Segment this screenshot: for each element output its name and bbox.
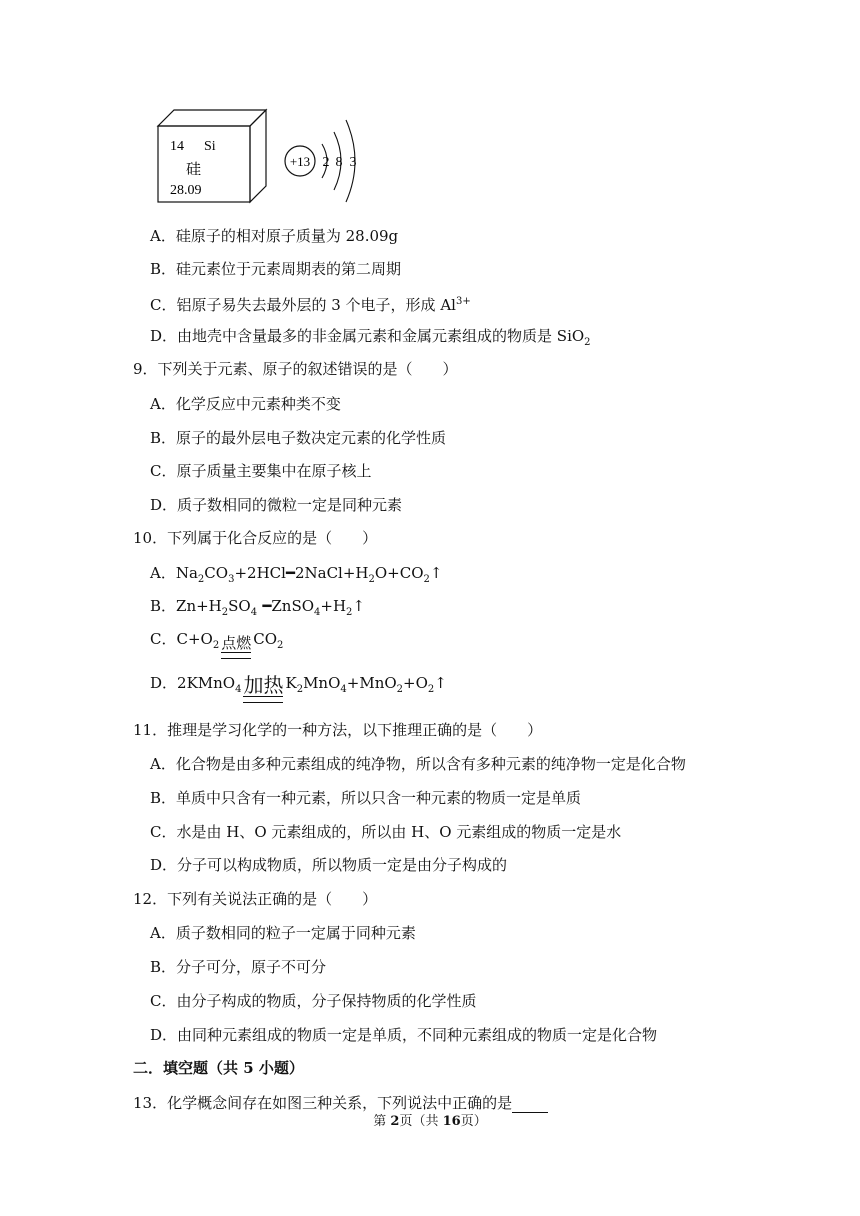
q12-stem: 12．下列有关说法正确的是（ ） [133, 890, 378, 908]
current-page-number: 2 [390, 1114, 400, 1129]
section-title: 二．填空题（共 5 小题） [133, 1059, 304, 1077]
q11-option-b: B．单质中只含有一种元素，所以只含一种元素的物质一定是单质 [150, 789, 582, 807]
q10-option-d: D．2KMnO$_4$ 加热 $K_2MnO_4+MnO_2+O_2↑$ [150, 670, 447, 703]
q12-option-a: A．质子数相同的粒子一定属于同种元素 [150, 924, 416, 942]
q8-option-d: D．由地壳中含量最多的非金属元素和金属元素组成的物质是 SiO$_2$ [150, 327, 591, 348]
q11-option-c: C．水是由 H、O 元素组成的，所以由 H、O 元素组成的物质一定是水 [150, 823, 622, 841]
element-cell [158, 110, 266, 202]
element-mass: 28.09 [170, 183, 202, 198]
element-symbol: Si [204, 139, 216, 154]
q8-option-b: B．硅元素位于元素周期表的第二周期 [150, 260, 402, 278]
shell-1-electrons: 2 [322, 155, 330, 170]
q11-option-a: A．化合物是由多种元素组成的纯净物，所以含有多种元素的纯净物一定是化合物 [150, 755, 686, 773]
q11-option-d: D．分子可以构成物质，所以物质一定是由分子构成的 [150, 856, 508, 874]
page-footer: 第 2页（共 16页） [373, 1114, 487, 1129]
q9-option-d: D．质子数相同的微粒一定是同种元素 [150, 496, 403, 514]
q11-stem: 11．推理是学习化学的一种方法，以下推理正确的是（ ） [133, 721, 543, 739]
q13-stem: 13．化学概念间存在如图三种关系，下列说法中正确的是 [133, 1093, 548, 1113]
q9-option-c: C．原子质量主要集中在原子核上 [150, 462, 372, 480]
q8-option-c: C．铝原子易失去最外层的 3 个电子，形成 $Al^{3+}$ [150, 296, 471, 314]
q9-option-a: A．化学反应中元素种类不变 [150, 395, 341, 413]
nucleus-charge: +13 [289, 154, 311, 169]
q10-option-c: C．$C+O_2$ 点燃 $CO_2$ [150, 626, 283, 659]
q12-option-d: D．由同种元素组成的物质一定是单质，不同种元素组成的物质一定是化合物 [150, 1026, 658, 1044]
q12-option-c: C．由分子构成的物质，分子保持物质的化学性质 [150, 992, 477, 1010]
atom-structure-diagram [285, 120, 357, 202]
shell-2-electrons: 8 [335, 155, 343, 170]
periodic-table-figure [150, 104, 380, 214]
q9-stem: 9．下列关于元素、原子的叙述错误的是（ ） [133, 360, 458, 378]
q8-option-a: A．硅原子的相对原子质量为 28.09g [150, 227, 399, 245]
q9-option-b: B．原子的最外层电子数决定元素的化学性质 [150, 429, 447, 447]
q10-option-a: A．$Na_2CO_3+2HCl━2NaCl+H_2O+CO_2↑$ [150, 564, 443, 585]
q10-stem: 10．下列属于化合反应的是（ ） [133, 529, 378, 547]
element-number: 14 [170, 139, 184, 154]
q12-option-b: B．分子可分，原子不可分 [150, 958, 327, 976]
element-name: 硅 [186, 160, 202, 178]
total-page-number: 16 [442, 1114, 461, 1129]
reaction-condition: 点燃 [221, 635, 251, 659]
shell-3-electrons: 3 [349, 155, 357, 170]
q10-option-b: B．$Zn+H_2SO_4$ $━ZnSO_4+H_2↑$ [150, 597, 365, 618]
reaction-condition: 加热 [243, 675, 283, 703]
